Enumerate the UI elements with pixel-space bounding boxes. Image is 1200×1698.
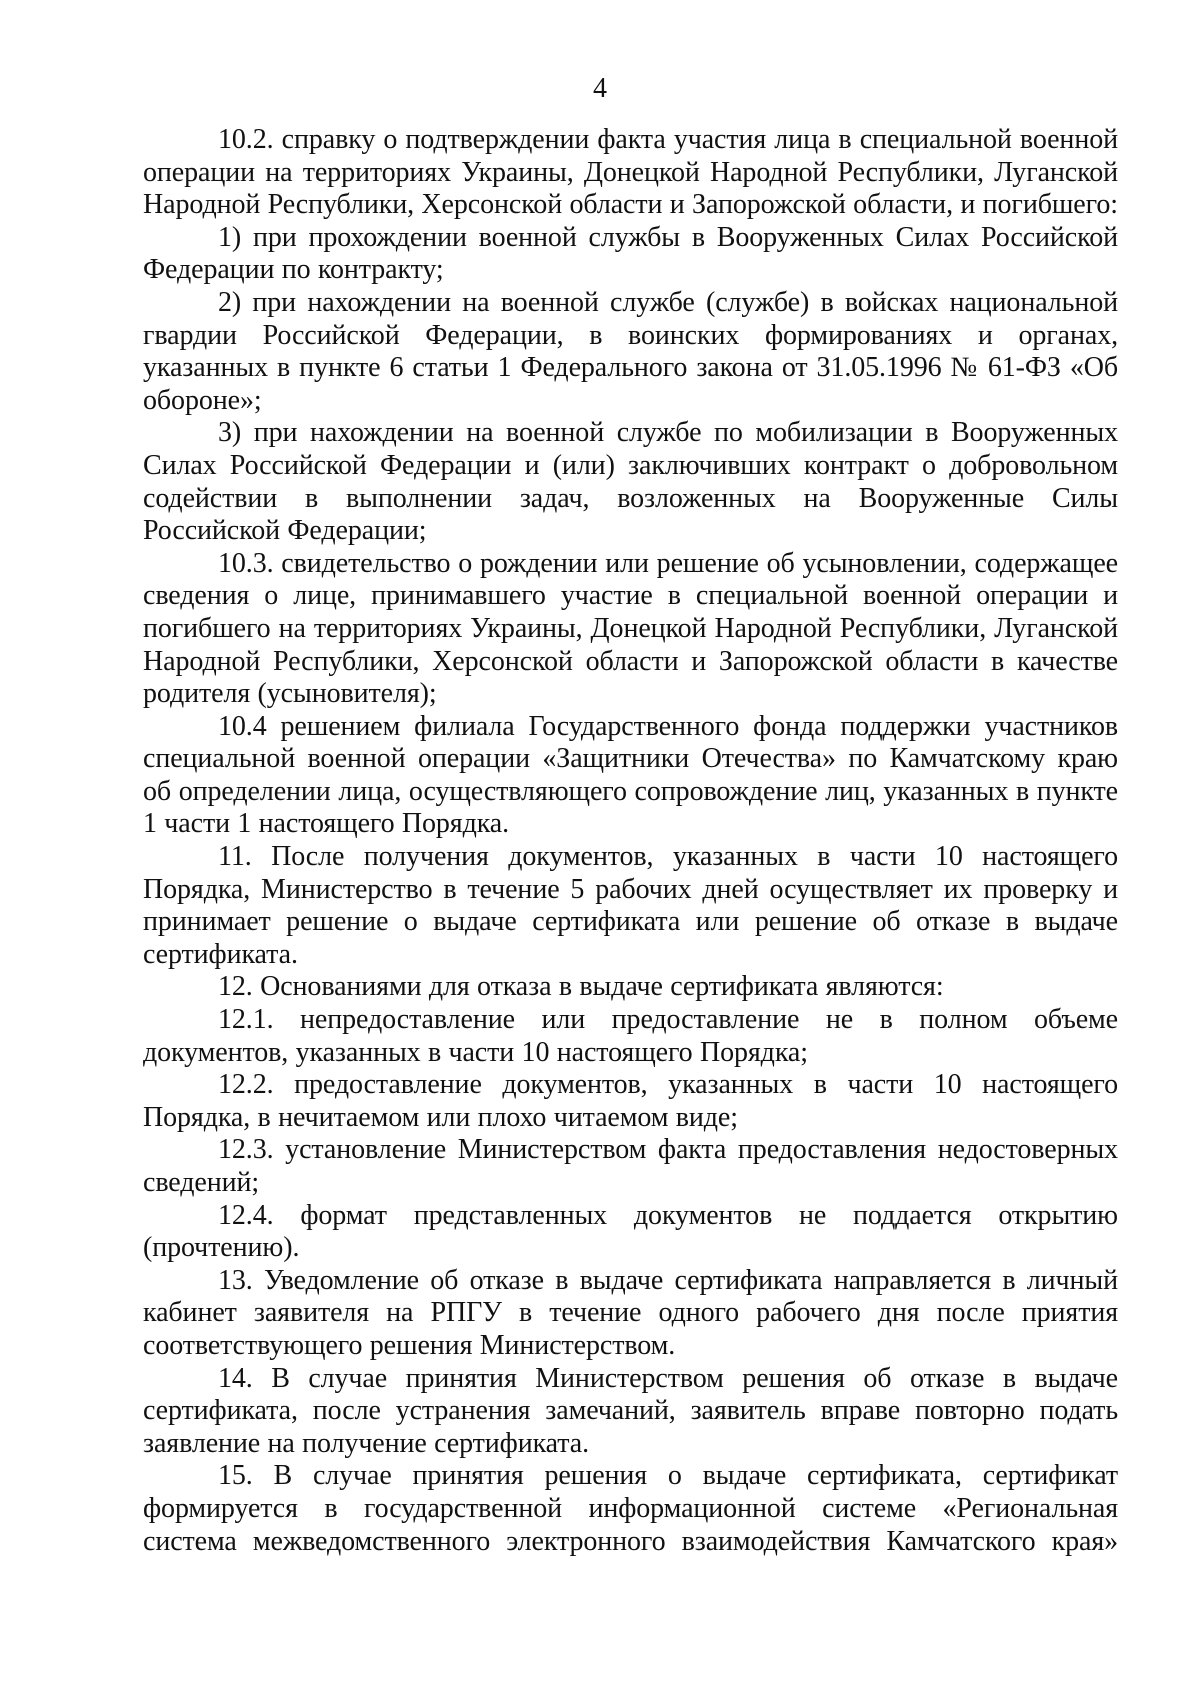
paragraph-10-2-item-1: 1) при прохождении военной службы в Вооруженных Силах Российской Федерации по контракту; (143, 221, 1118, 286)
paragraph-10-2-item-3: 3) при нахождении на военной службе по мобилизации в Вооруженных Силах Российской Федерации и (или) заключивших контракт о добровольном содействии в выполнении задач, возложенных на Вооруженные Силы Российской Федерации; (143, 417, 1118, 547)
paragraph-14: 14. В случае принятия Министерством решения об отказе в выдаче сертификата, после устранения замечаний, заявитель вправе повторно подать заявление на получение сертификата. (143, 1362, 1118, 1459)
paragraph-12-3: 12.3. установление Министерством факта предоставления недостоверных сведений; (143, 1134, 1118, 1198)
paragraph-15: 15. В случае принятия решения о выдаче сертификата, сертификат формируется в государственной информационной системе «Региональная система межведомственного электронного взаимодействия Камчатского края» (143, 1460, 1118, 1557)
paragraph-10-2-item-2: 2) при нахождении на военной службе (службе) в войсках национальной гвардии Российской Федерации, в воинских формированиях и органах, указанных в пункте 6 статьи 1 Федерального закона от 31.05.1996 № 61-ФЗ «Об обороне»; (143, 286, 1118, 416)
paragraph-12-1: 12.1. непредоставление или предоставление не в полном объеме документов, указанных в части 10 настоящего Порядка; (143, 1004, 1118, 1068)
paragraph-10-2: 10.2. справку о подтверждении факта участия лица в специальной военной операции на территориях Украины, Донецкой Народной Республики, Луганской Народной Республики, Херсонской области и Запорожской области, и погибшего: (143, 124, 1118, 221)
paragraph-10-4: 10.4 решением филиала Государственного фонда поддержки участников специальной военной операции «Защитники Отечества» по Камчатскому краю об определении лица, осуществляющего сопровождение лиц, указанных в пункте 1 части 1 настоящего Порядка. (143, 710, 1118, 840)
page-number: 4 (593, 73, 607, 104)
paragraph-12: 12. Основаниями для отказа в выдаче сертификата являются: (218, 971, 944, 1003)
document-body (143, 124, 1118, 1558)
paragraph-13: 13. Уведомление об отказе в выдаче сертификата направляется в личный кабинет заявителя на РПГУ в течение одного рабочего дня после приятия соответствующего решения Министерством. (143, 1264, 1118, 1361)
paragraph-12-4: 12.4. формат представленных документов не поддается открытию (прочтению). (143, 1199, 1118, 1264)
paragraph-10-3: 10.3. свидетельство о рождении или решение об усыновлении, содержащее сведения о лице, принимавшего участие в специальной военной операции и погибшего на территориях Украины, Донецкой Народной Республики, Луганской Народной Республики, Херсонской области и Запорожской области в качестве родителя (усыновителя); (143, 547, 1118, 710)
paragraph-12-2: 12.2. предоставление документов, указанных в части 10 настоящего Порядка, в нечитаемом или плохо читаемом виде; (143, 1069, 1118, 1133)
paragraph-11: 11. После получения документов, указанных в части 10 настоящего Порядка, Министерство в течение 5 рабочих дней осуществляет их проверку и принимает решение о выдаче сертификата или решение об отказе в выдаче сертификата. (143, 841, 1118, 970)
